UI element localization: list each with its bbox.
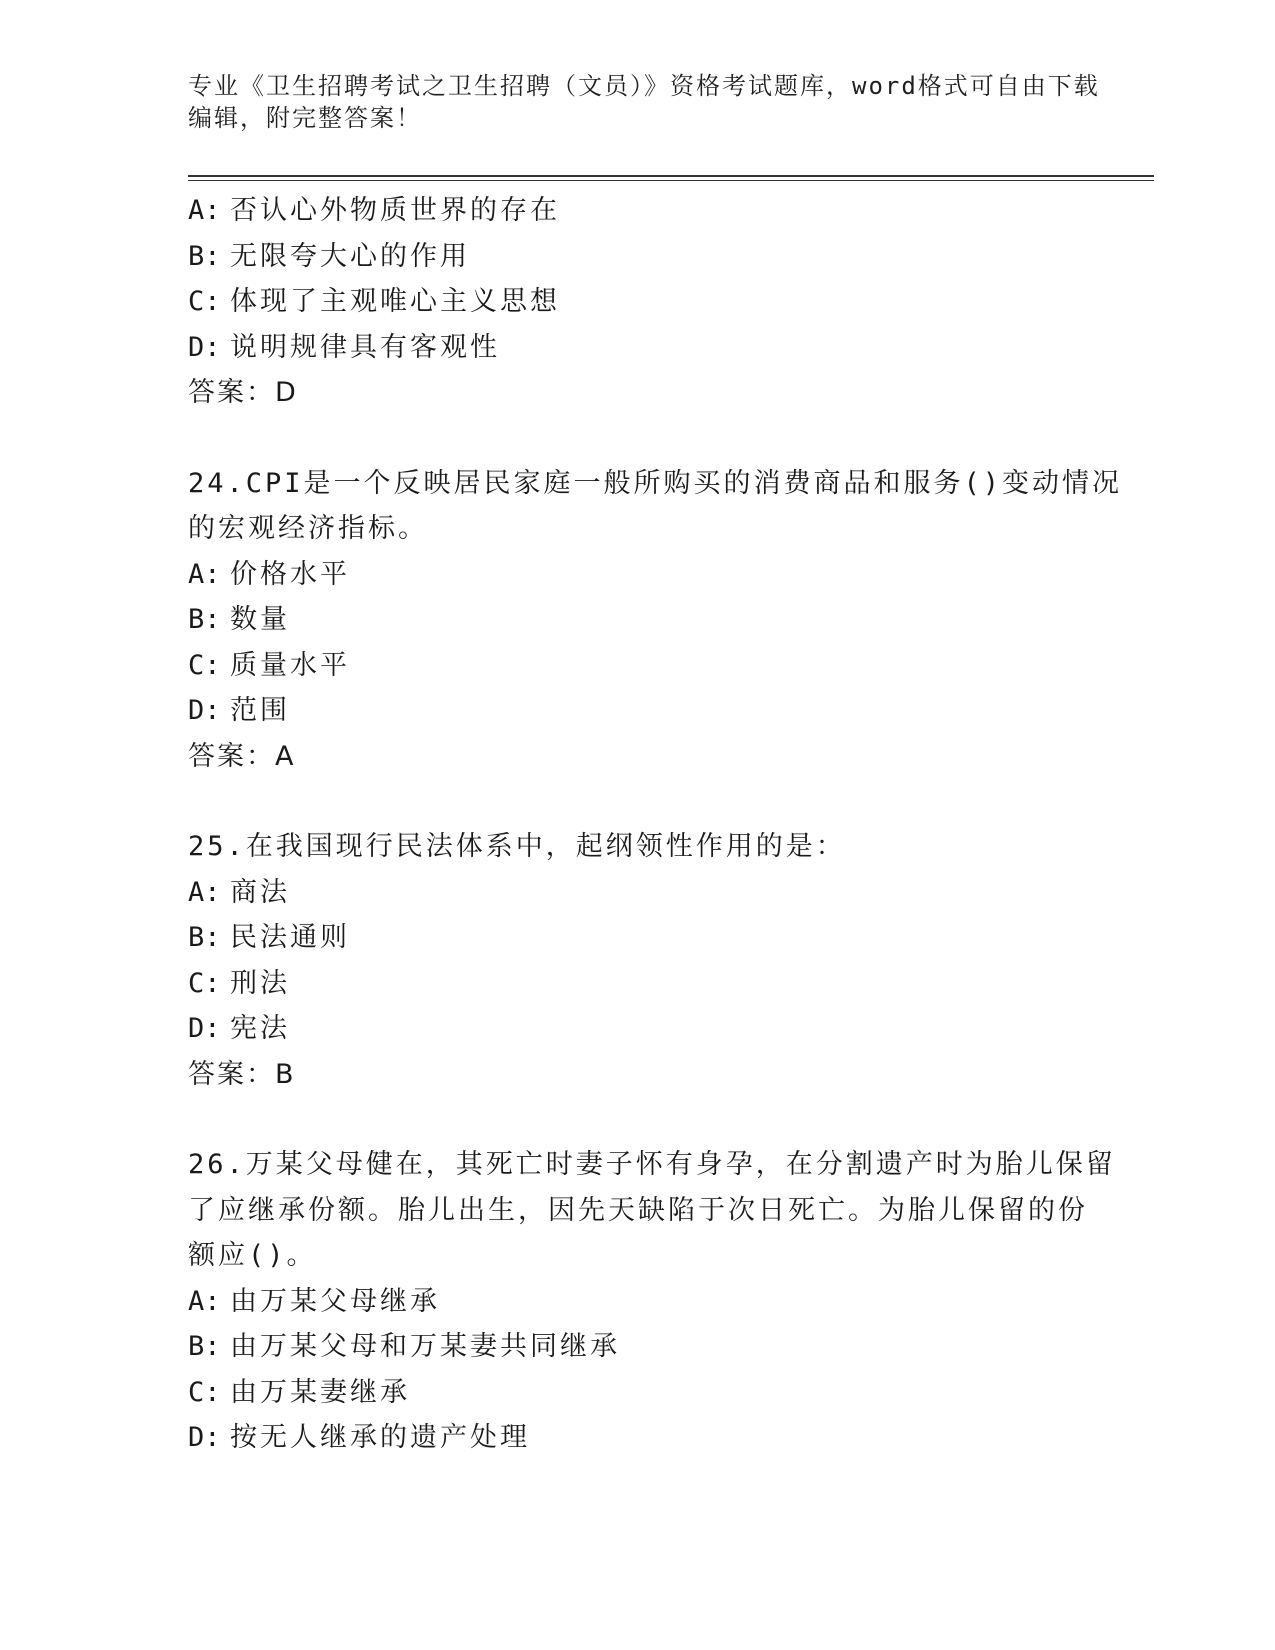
option-a (188, 870, 1088, 916)
question-stem-line-1: 25.在我国现行民法体系中，起纲领性作用的是： (188, 831, 846, 862)
option-text: 范围 (230, 695, 290, 726)
option-c (188, 1370, 1088, 1416)
option-c (188, 643, 1088, 689)
option-text: 价格水平 (230, 558, 350, 590)
option-text: 由万某父母和万某妻共同继承 (230, 1331, 620, 1362)
option-text: 说明规律具有客观性 (230, 331, 500, 363)
option-text: 由万某妻继承 (230, 1376, 410, 1408)
question-list (188, 188, 1123, 1461)
option-letter: A: (188, 558, 221, 590)
option-d (188, 688, 1088, 734)
option-c (188, 279, 1088, 325)
option-letter: C: (188, 286, 221, 317)
option-letter: B: (188, 240, 221, 272)
answer-line: 答案：A (188, 740, 296, 772)
option-text: 体现了主观唯心主义思想 (230, 286, 560, 317)
option-b (188, 915, 1088, 961)
header-line-1: 专业《卫生招聘考试之卫生招聘（文员）》资格考试题库，word格式可自由下载 (188, 72, 1100, 100)
option-d (188, 1415, 1088, 1461)
option-letter: D: (188, 695, 221, 726)
option-letter: B: (188, 1331, 221, 1362)
question-stem-line-3: 额应()。 (188, 1240, 317, 1271)
option-c (188, 961, 1088, 1007)
answer-line: 答案：D (188, 377, 298, 408)
question-spacer (188, 779, 1088, 824)
option-text: 否认心外物质世界的存在 (230, 195, 560, 226)
option-letter: A: (188, 1285, 221, 1317)
option-letter: A: (188, 876, 221, 908)
option-d (188, 1006, 1088, 1052)
question-23 (188, 188, 1088, 416)
option-d (188, 325, 1088, 371)
option-a (188, 552, 1088, 598)
question-stem-line-2: 了应继承份额。胎儿出生，因先天缺陷于次日死亡。为胎儿保留的份 (188, 1194, 1088, 1226)
question-stem-line-1: 26.万某父母健在，其死亡时妻子怀有身孕，在分割遗产时为胎儿保留 (188, 1149, 1116, 1180)
option-letter: C: (188, 967, 221, 999)
option-letter: B: (188, 604, 221, 635)
option-text: 民法通则 (230, 922, 350, 953)
option-b (188, 597, 1088, 643)
header-divider-thick (188, 175, 1154, 177)
option-letter: D: (188, 1013, 221, 1044)
option-text: 按无人继承的遗产处理 (230, 1422, 530, 1453)
option-letter: C: (188, 649, 221, 681)
question-stem-line-2: 的宏观经济指标。 (188, 513, 428, 544)
question-26 (188, 1142, 1116, 1461)
header-line-2: 编辑，附完整答案！ (188, 104, 422, 132)
header-divider-thin (188, 180, 1154, 181)
question-spacer (188, 1097, 1088, 1142)
option-text: 宪法 (230, 1013, 290, 1044)
question-25 (188, 824, 1088, 1097)
option-text: 由万某父母继承 (230, 1285, 440, 1317)
question-stem-line-1: 24.CPI是一个反映居民家庭一般所购买的消费商品和服务()变动情况 (188, 467, 1123, 499)
option-text: 无限夸大心的作用 (230, 240, 470, 272)
option-b (188, 234, 1088, 280)
option-a (188, 1279, 1088, 1325)
option-text: 质量水平 (230, 649, 350, 681)
question-24 (188, 461, 1123, 780)
answer-line: 答案：B (188, 1058, 296, 1090)
option-letter: C: (188, 1376, 221, 1408)
option-text: 商法 (230, 876, 290, 908)
option-letter: B: (188, 922, 221, 953)
option-letter: D: (188, 331, 221, 363)
option-letter: A: (188, 195, 221, 226)
option-text: 数量 (230, 604, 290, 635)
option-a (188, 188, 1088, 234)
option-b (188, 1324, 1088, 1370)
question-spacer (188, 416, 1088, 461)
option-letter: D: (188, 1422, 221, 1453)
option-text: 刑法 (230, 967, 290, 999)
document-header (188, 70, 1100, 134)
